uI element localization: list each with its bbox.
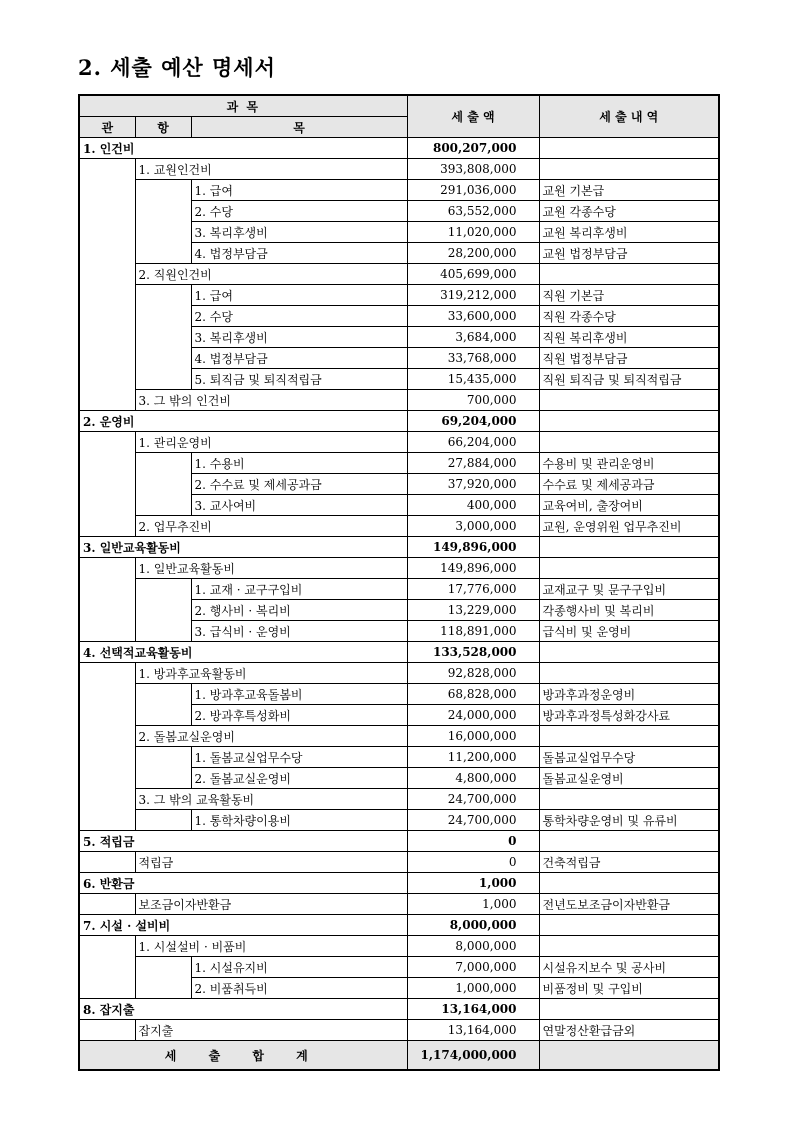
hang-label: 1. 방과후교육활동비 (135, 663, 407, 684)
detail-cell: 직원 각종수당 (539, 306, 719, 327)
amount-cell: 149,896,000 (407, 537, 539, 558)
table-row (79, 810, 719, 831)
detail-cell (539, 264, 719, 285)
detail-cell: 연말정산환급금외 (539, 1020, 719, 1041)
detail-cell: 급식비 및 운영비 (539, 621, 719, 642)
indent-cell (79, 453, 135, 474)
amount-cell: 1,000 (407, 873, 539, 894)
header-hang: 항 (135, 117, 191, 138)
table-row (79, 831, 719, 852)
mok-label: 2. 돌봄교실운영비 (191, 768, 407, 789)
detail-cell (539, 390, 719, 411)
indent-cell (135, 369, 191, 390)
indent-cell (79, 432, 135, 453)
indent-cell (79, 789, 135, 810)
amount-cell: 118,891,000 (407, 621, 539, 642)
indent-cell (135, 201, 191, 222)
header-kwan: 관 (79, 117, 135, 138)
mok-label: 3. 복리후생비 (191, 327, 407, 348)
indent-cell (79, 768, 135, 789)
detail-cell (539, 411, 719, 432)
detail-cell (539, 936, 719, 957)
table-row (79, 978, 719, 999)
indent-cell (135, 222, 191, 243)
kwan-label: 5. 적립금 (79, 831, 407, 852)
amount-cell: 28,200,000 (407, 243, 539, 264)
detail-cell (539, 663, 719, 684)
total-row (79, 1041, 719, 1071)
indent-cell (79, 957, 135, 978)
page-title: 2. 세출 예산 명세서 (78, 55, 276, 80)
table-row (79, 768, 719, 789)
indent-cell (79, 747, 135, 768)
hang-label: 보조금이자반환금 (135, 894, 407, 915)
table-row (79, 873, 719, 894)
detail-cell: 교원, 운영위원 업무추진비 (539, 516, 719, 537)
amount-cell: 33,768,000 (407, 348, 539, 369)
mok-label: 3. 교사여비 (191, 495, 407, 516)
amount-cell: 11,200,000 (407, 747, 539, 768)
indent-cell (79, 1020, 135, 1041)
hang-label: 1. 시설설비 · 비품비 (135, 936, 407, 957)
amount-cell: 291,036,000 (407, 180, 539, 201)
indent-cell (79, 705, 135, 726)
amount-cell: 69,204,000 (407, 411, 539, 432)
table-row (79, 936, 719, 957)
indent-cell (79, 516, 135, 537)
detail-cell: 직원 복리후생비 (539, 327, 719, 348)
indent-cell (79, 558, 135, 579)
amount-cell: 13,164,000 (407, 1020, 539, 1041)
kwan-label: 2. 운영비 (79, 411, 407, 432)
amount-cell: 1,000,000 (407, 978, 539, 999)
detail-cell: 직원 퇴직금 및 퇴직적립금 (539, 369, 719, 390)
amount-cell: 7,000,000 (407, 957, 539, 978)
detail-cell (539, 159, 719, 180)
indent-cell (79, 474, 135, 495)
table-row (79, 390, 719, 411)
mok-label: 3. 급식비 · 운영비 (191, 621, 407, 642)
mok-label: 2. 비품취득비 (191, 978, 407, 999)
detail-cell: 돌봄교실운영비 (539, 768, 719, 789)
detail-cell: 직원 법정부담금 (539, 348, 719, 369)
table-row (79, 789, 719, 810)
detail-cell: 교원 각종수당 (539, 201, 719, 222)
amount-cell: 33,600,000 (407, 306, 539, 327)
table-row (79, 726, 719, 747)
amount-cell: 3,684,000 (407, 327, 539, 348)
amount-cell: 37,920,000 (407, 474, 539, 495)
indent-cell (135, 243, 191, 264)
table-row (79, 684, 719, 705)
indent-cell (135, 705, 191, 726)
amount-cell: 15,435,000 (407, 369, 539, 390)
mok-label: 2. 수수료 및 제세공과금 (191, 474, 407, 495)
table-row (79, 621, 719, 642)
detail-cell: 교원 법정부담금 (539, 243, 719, 264)
amount-cell: 92,828,000 (407, 663, 539, 684)
indent-cell (79, 495, 135, 516)
detail-cell: 수용비 및 관리운영비 (539, 453, 719, 474)
detail-cell (539, 915, 719, 936)
table-row (79, 915, 719, 936)
indent-cell (135, 747, 191, 768)
table-row (79, 159, 719, 180)
detail-cell: 직원 기본급 (539, 285, 719, 306)
indent-cell (135, 810, 191, 831)
detail-cell: 각종행사비 및 복리비 (539, 600, 719, 621)
indent-cell (135, 285, 191, 306)
table-row (79, 432, 719, 453)
amount-cell: 13,229,000 (407, 600, 539, 621)
hang-label: 2. 직원인건비 (135, 264, 407, 285)
indent-cell (79, 579, 135, 600)
total-amount: 1,174,000,000 (407, 1041, 539, 1071)
mok-label: 1. 시설유지비 (191, 957, 407, 978)
detail-cell (539, 726, 719, 747)
detail-cell (539, 138, 719, 159)
detail-cell: 교재교구 및 문구구입비 (539, 579, 719, 600)
indent-cell (135, 495, 191, 516)
table-row (79, 369, 719, 390)
table-row (79, 579, 719, 600)
table-row (79, 705, 719, 726)
amount-cell: 149,896,000 (407, 558, 539, 579)
mok-label: 3. 복리후생비 (191, 222, 407, 243)
table-row (79, 495, 719, 516)
table-row (79, 453, 719, 474)
indent-cell (79, 222, 135, 243)
hang-label: 1. 교원인건비 (135, 159, 407, 180)
indent-cell (79, 810, 135, 831)
detail-cell: 돌봄교실업무수당 (539, 747, 719, 768)
amount-cell: 11,020,000 (407, 222, 539, 243)
total-label: 세 출 합 계 (79, 1041, 407, 1071)
indent-cell (135, 621, 191, 642)
kwan-label: 4. 선택적교육활동비 (79, 642, 407, 663)
header-detail: 세 출 내 역 (539, 95, 719, 138)
detail-cell: 통학차량운영비 및 유류비 (539, 810, 719, 831)
detail-cell: 교원 복리후생비 (539, 222, 719, 243)
table-row (79, 957, 719, 978)
hang-label: 2. 업무추진비 (135, 516, 407, 537)
hang-label: 1. 관리운영비 (135, 432, 407, 453)
indent-cell (79, 390, 135, 411)
mok-label: 4. 법정부담금 (191, 243, 407, 264)
detail-cell (539, 789, 719, 810)
table-row (79, 306, 719, 327)
amount-cell: 8,000,000 (407, 915, 539, 936)
kwan-label: 1. 인건비 (79, 138, 407, 159)
amount-cell: 133,528,000 (407, 642, 539, 663)
indent-cell (79, 201, 135, 222)
indent-cell (135, 957, 191, 978)
mok-label: 1. 수용비 (191, 453, 407, 474)
amount-cell: 17,776,000 (407, 579, 539, 600)
amount-cell: 8,000,000 (407, 936, 539, 957)
detail-cell (539, 432, 719, 453)
detail-cell (539, 537, 719, 558)
amount-cell: 319,212,000 (407, 285, 539, 306)
table-row (79, 852, 719, 873)
indent-cell (135, 684, 191, 705)
detail-cell: 교육여비, 출장여비 (539, 495, 719, 516)
indent-cell (79, 852, 135, 873)
indent-cell (135, 768, 191, 789)
indent-cell (79, 306, 135, 327)
indent-cell (79, 936, 135, 957)
mok-label: 2. 수당 (191, 201, 407, 222)
indent-cell (79, 159, 135, 180)
table-row (79, 474, 719, 495)
table-row (79, 201, 719, 222)
table-row (79, 642, 719, 663)
mok-label: 2. 수당 (191, 306, 407, 327)
indent-cell (135, 180, 191, 201)
table-row (79, 516, 719, 537)
indent-cell (79, 285, 135, 306)
hang-label: 3. 그 밖의 인건비 (135, 390, 407, 411)
mok-label: 2. 방과후특성화비 (191, 705, 407, 726)
hang-label: 적립금 (135, 852, 407, 873)
mok-label: 1. 급여 (191, 285, 407, 306)
amount-cell: 63,552,000 (407, 201, 539, 222)
detail-cell: 전년도보조금이자반환금 (539, 894, 719, 915)
indent-cell (135, 978, 191, 999)
amount-cell: 24,000,000 (407, 705, 539, 726)
amount-cell: 405,699,000 (407, 264, 539, 285)
table-row (79, 243, 719, 264)
indent-cell (79, 600, 135, 621)
amount-cell: 0 (407, 852, 539, 873)
detail-cell: 방과후과정운영비 (539, 684, 719, 705)
mok-label: 1. 통학차량이용비 (191, 810, 407, 831)
mok-label: 5. 퇴직금 및 퇴직적립금 (191, 369, 407, 390)
amount-cell: 0 (407, 831, 539, 852)
hang-label: 2. 돌봄교실운영비 (135, 726, 407, 747)
indent-cell (135, 306, 191, 327)
indent-cell (135, 600, 191, 621)
header-mok: 목 (191, 117, 407, 138)
amount-cell: 3,000,000 (407, 516, 539, 537)
amount-cell: 24,700,000 (407, 810, 539, 831)
table-row (79, 1020, 719, 1041)
hang-label: 3. 그 밖의 교육활동비 (135, 789, 407, 810)
detail-cell: 수수료 및 제세공과금 (539, 474, 719, 495)
detail-cell (539, 558, 719, 579)
kwan-label: 7. 시설 · 설비비 (79, 915, 407, 936)
table-row (79, 558, 719, 579)
expenditure-budget-table (78, 94, 720, 1071)
table-row (79, 327, 719, 348)
table-row (79, 999, 719, 1020)
mok-label: 4. 법정부담금 (191, 348, 407, 369)
table-row (79, 138, 719, 159)
table-row (79, 894, 719, 915)
indent-cell (79, 348, 135, 369)
indent-cell (79, 327, 135, 348)
kwan-label: 6. 반환금 (79, 873, 407, 894)
indent-cell (135, 474, 191, 495)
amount-cell: 1,000 (407, 894, 539, 915)
total-detail (539, 1041, 719, 1071)
mok-label: 1. 급여 (191, 180, 407, 201)
indent-cell (79, 264, 135, 285)
amount-cell: 400,000 (407, 495, 539, 516)
indent-cell (79, 369, 135, 390)
amount-cell: 393,808,000 (407, 159, 539, 180)
indent-cell (79, 684, 135, 705)
indent-cell (79, 894, 135, 915)
amount-cell: 800,207,000 (407, 138, 539, 159)
indent-cell (79, 726, 135, 747)
indent-cell (79, 621, 135, 642)
detail-cell: 건축적립금 (539, 852, 719, 873)
mok-label: 1. 방과후교육돌봄비 (191, 684, 407, 705)
indent-cell (79, 243, 135, 264)
table-row (79, 285, 719, 306)
hang-label: 1. 일반교육활동비 (135, 558, 407, 579)
table-row (79, 747, 719, 768)
amount-cell: 24,700,000 (407, 789, 539, 810)
table-row (79, 348, 719, 369)
mok-label: 2. 행사비 · 복리비 (191, 600, 407, 621)
amount-cell: 68,828,000 (407, 684, 539, 705)
amount-cell: 27,884,000 (407, 453, 539, 474)
detail-cell: 비품정비 및 구입비 (539, 978, 719, 999)
table-row (79, 222, 719, 243)
table-row (79, 663, 719, 684)
mok-label: 1. 교재 · 교구구입비 (191, 579, 407, 600)
table-row (79, 600, 719, 621)
indent-cell (135, 348, 191, 369)
indent-cell (79, 180, 135, 201)
detail-cell (539, 642, 719, 663)
table-row (79, 411, 719, 432)
table-row (79, 537, 719, 558)
kwan-label: 3. 일반교육활동비 (79, 537, 407, 558)
amount-cell: 13,164,000 (407, 999, 539, 1020)
detail-cell (539, 831, 719, 852)
amount-cell: 16,000,000 (407, 726, 539, 747)
header-subject: 과 목 (79, 95, 407, 117)
detail-cell: 교원 기본급 (539, 180, 719, 201)
indent-cell (79, 978, 135, 999)
table-body (79, 138, 719, 1041)
detail-cell (539, 873, 719, 894)
header-amount: 세 출 액 (407, 95, 539, 138)
detail-cell: 방과후과정특성화강사료 (539, 705, 719, 726)
amount-cell: 700,000 (407, 390, 539, 411)
hang-label: 잡지출 (135, 1020, 407, 1041)
indent-cell (135, 579, 191, 600)
kwan-label: 8. 잡지출 (79, 999, 407, 1020)
indent-cell (135, 453, 191, 474)
mok-label: 1. 돌봄교실업무수당 (191, 747, 407, 768)
detail-cell: 시설유지보수 및 공사비 (539, 957, 719, 978)
amount-cell: 4,800,000 (407, 768, 539, 789)
table-row (79, 264, 719, 285)
detail-cell (539, 999, 719, 1020)
amount-cell: 66,204,000 (407, 432, 539, 453)
indent-cell (135, 327, 191, 348)
table-row (79, 180, 719, 201)
indent-cell (79, 663, 135, 684)
